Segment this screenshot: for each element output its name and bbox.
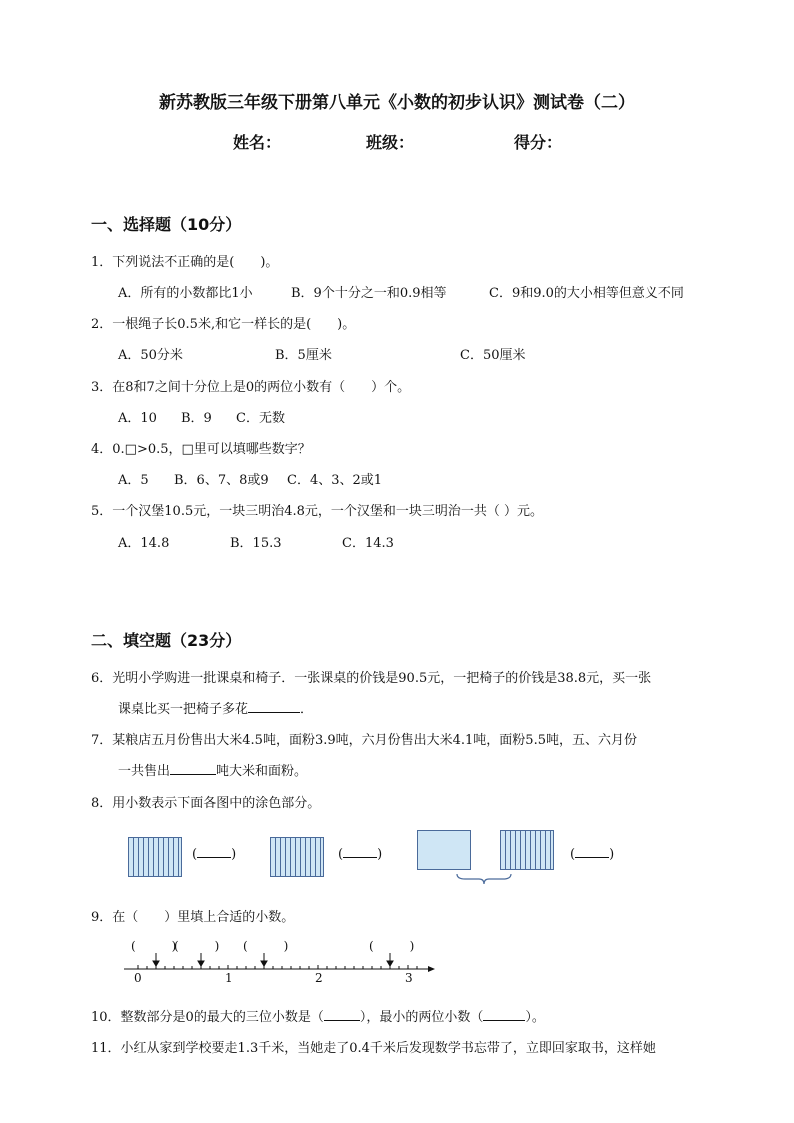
score-label: 得分：: [514, 133, 563, 152]
tick-label-3: 3: [405, 971, 413, 985]
question-6-line2: [118, 698, 313, 717]
q8-blank-3[interactable]: [575, 857, 609, 858]
figure-striped-2: [270, 837, 324, 877]
q8-blank-1[interactable]: [197, 857, 231, 858]
question-3: 3．在8和7之间十分位上是0的两位小数有（ ）个。: [91, 380, 411, 395]
q6-text: 课桌比买一把椅子多花: [118, 702, 249, 717]
q1-option-c: C．9和9.0的大小相等但意义不同: [489, 286, 684, 301]
q2-option-b: B．5厘米: [275, 348, 332, 363]
question-2: 2．一根绳子长0.5米,和它一样长的是( )。: [91, 317, 356, 332]
section-2-title: 二、填空题（23分）: [91, 631, 242, 650]
q8-answer-3: ( ): [570, 847, 615, 862]
tick-label-2: 2: [315, 971, 323, 985]
tick-label-1: 1: [225, 971, 233, 985]
q4-option-b: B．6、7、8或9: [174, 473, 269, 488]
q3-option-a: A．10: [118, 411, 157, 426]
q4-option-a: A．5: [118, 473, 149, 488]
q5-option-b: B．15.3: [230, 536, 282, 551]
question-10: 10．整数部分是0的最大的三位小数是（ ），最小的两位小数（ ）。: [91, 1010, 545, 1025]
class-label: 班级：: [366, 133, 415, 152]
section-1-title: 一、选择题（10分）: [91, 215, 242, 234]
q4-option-c: C．4、3、2或1: [287, 473, 383, 488]
q3-option-b: B．9: [181, 411, 212, 426]
q1-option-b: B．9个十分之一和0.9相等: [291, 286, 447, 301]
q8-answer-2: ( ): [338, 847, 383, 862]
q9-bracket-1[interactable]: ( ): [131, 939, 177, 953]
q5-option-c: C．14.3: [342, 536, 394, 551]
q8-answer-1: ( ): [192, 847, 237, 862]
figure-solid-square: [417, 830, 471, 870]
q7-end: 吨大米和面粉。: [216, 764, 308, 779]
question-7-line1: 7．某粮店五月份售出大米4.5吨，面粉3.9吨，六月份售出大米4.1吨，面粉5.5吨，五、六月份: [91, 733, 637, 748]
question-7-line2: [118, 760, 307, 779]
page-title: 新苏教版三年级下册第八单元《小数的初步认识》测试卷（二）: [159, 93, 635, 113]
brace-icon: [455, 872, 513, 886]
q1-option-a: A．所有的小数都比1小: [118, 286, 253, 301]
q8-blank-2[interactable]: [343, 857, 377, 858]
q7-text: 一共售出: [118, 764, 171, 779]
question-5: 5．一个汉堡10.5元，一块三明治4.8元，一个汉堡和一块三明治一共（ ）元。: [91, 504, 544, 519]
q10-blank-1[interactable]: [324, 1020, 360, 1021]
q10-blank-2[interactable]: [483, 1020, 525, 1021]
q3-option-c: C．无数: [236, 411, 285, 426]
q9-bracket-3[interactable]: ( ): [243, 939, 289, 953]
question-4: 4．0.□>0.5，□里可以填哪些数字？: [91, 442, 311, 457]
tick-label-0: 0: [134, 971, 142, 985]
figure-striped-1: [128, 837, 182, 877]
number-line: [120, 950, 440, 978]
q6-end: ．: [300, 702, 314, 717]
question-9: 9．在（ ）里填上合适的小数。: [91, 910, 295, 925]
q7-answer-blank[interactable]: [170, 774, 216, 775]
figure-striped-3: [500, 830, 554, 870]
question-11: 11．小红从家到学校要走1.3千米，当她走了0.4千米后发现数学书忘带了，立即回家取书，这样她: [91, 1041, 656, 1056]
name-label: 姓名：: [233, 133, 282, 152]
q2-option-c: C．50厘米: [460, 348, 526, 363]
question-8: 8．用小数表示下面各图中的涂色部分。: [91, 796, 321, 811]
q9-bracket-2[interactable]: ( ): [174, 939, 220, 953]
q5-option-a: A．14.8: [118, 536, 170, 551]
question-6-line1: 6．光明小学购进一批课桌和椅子．一张课桌的价钱是90.5元，一把椅子的价钱是38.8元，买一张: [91, 671, 652, 686]
q9-bracket-4[interactable]: ( ): [369, 939, 415, 953]
q2-option-a: A．50分米: [118, 348, 183, 363]
q6-answer-blank[interactable]: [248, 712, 300, 713]
question-1: 1．下列说法不正确的是( )。: [91, 255, 279, 270]
